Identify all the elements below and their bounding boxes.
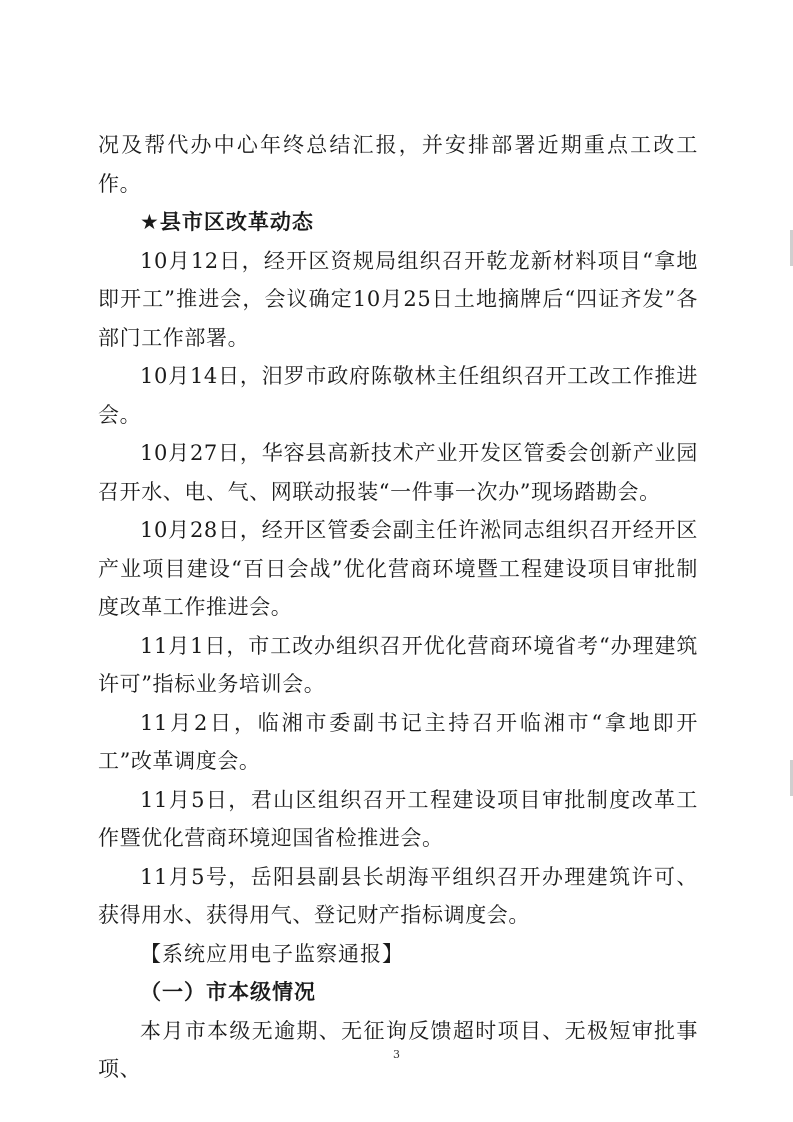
paragraph-oct12: 10月12日，经开区资规局组织召开乾龙新材料项目“拿地即开工”推进会，会议确定10月25日土地摘牌后“四证齐发”各部门工作部署。 [98, 248, 698, 350]
paragraph-city-level-summary: 本月市本级无逾期、无征询反馈超时项目、无极短审批事项、 [98, 1018, 698, 1081]
paragraph-nov5-junshan: 11月5日，君山区组织召开工程建设项目审批制度改革工作暨优化营商环境迎国省检推进会。 [98, 787, 698, 850]
paragraph-oct28: 10月28日，经开区管委会副主任许淞同志组织召开经开区产业项目建设“百日会战”优化营商环境暨工程建设项目审批制度改革工作推进会。 [98, 518, 698, 619]
subsection-heading-city-level: （一）市本级情况 [140, 980, 316, 1004]
section-heading-electronic-supervision: 【系统应用电子监察通报】 [140, 941, 404, 966]
paragraph-continuation: 况及帮代办中心年终总结汇报，并安排部署近期重点工改工作。 [98, 133, 698, 196]
paragraph-oct14: 10月14日，汨罗市政府陈敬林主任组织召开工改工作推进会。 [98, 364, 698, 427]
paragraph-nov5-yueyang: 11月5号，岳阳县副县长胡海平组织召开办理建筑许可、获得用水、获得用气、登记财产指标调度会。 [98, 864, 698, 927]
page-number: 3 [393, 1048, 400, 1061]
document-body [98, 126, 698, 1089]
paragraph-nov1: 11月1日，市工改办组织召开优化营商环境省考“办理建筑许可”指标业务培训会。 [98, 633, 698, 696]
paragraph-oct27: 10月27日，华容县高新技术产业开发区管委会创新产业园召开水、电、气、网联动报装“一件事一次办”现场踏勘会。 [98, 441, 698, 504]
section-heading-county-reform: ★县市区改革动态 [140, 210, 314, 234]
paragraph-nov2: 11月2日，临湘市委副书记主持召开临湘市“拿地即开工”改革调度会。 [98, 710, 698, 773]
